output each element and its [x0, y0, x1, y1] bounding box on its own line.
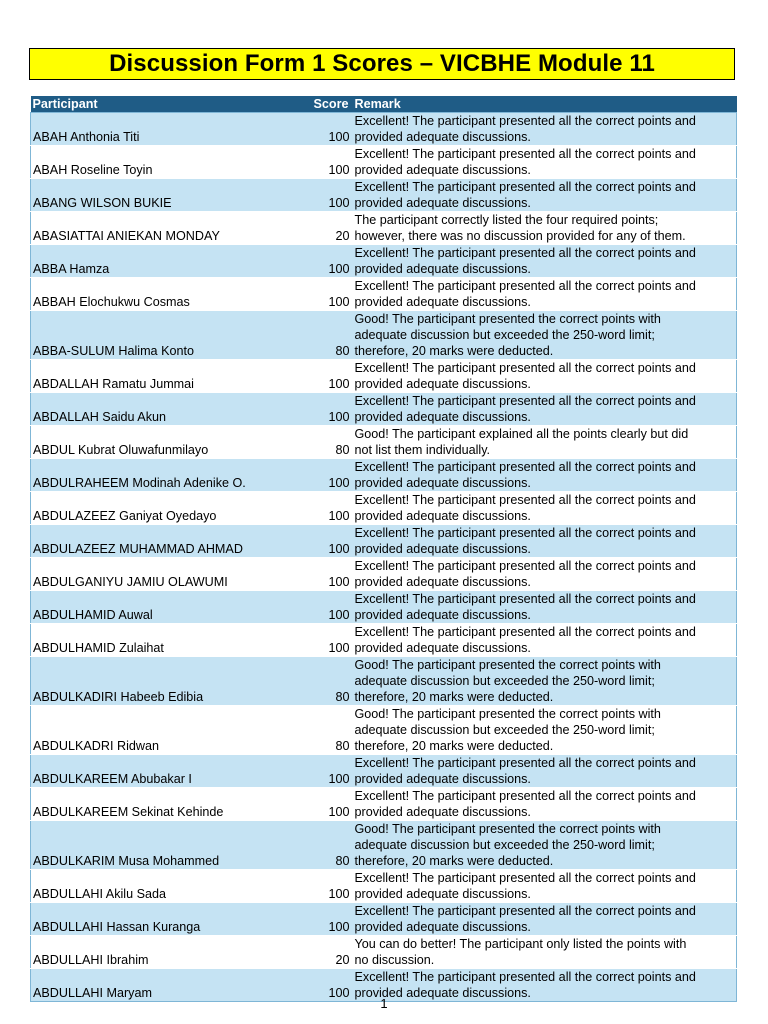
participant-score: 100	[293, 624, 353, 657]
participant-remark	[353, 788, 737, 821]
header-participant: Participant	[31, 96, 293, 113]
participant-score: 100	[293, 146, 353, 179]
remark-line: adequate discussion but exceeded the 250-word limit;	[354, 328, 655, 342]
participant-name: ABDUL Kubrat Oluwafunmilayo	[31, 426, 293, 459]
participant-score: 100	[293, 788, 353, 821]
remark-line: Excellent! The participant presented all the correct points and	[354, 180, 696, 194]
participant-remark	[353, 426, 737, 459]
participant-name: ABDULAZEEZ MUHAMMAD AHMAD	[31, 525, 293, 558]
remark-line: Good! The participant presented the correct points with	[354, 658, 661, 672]
participant-score: 100	[293, 903, 353, 936]
participant-remark	[353, 936, 737, 969]
remark-line: Good! The participant explained all the points clearly but did	[354, 427, 689, 441]
participant-remark	[353, 278, 737, 311]
remark-line: provided adequate discussions.	[354, 509, 531, 523]
remark-line: provided adequate discussions.	[354, 887, 531, 901]
participant-score: 100	[293, 245, 353, 278]
remark-line: Excellent! The participant presented all the correct points and	[354, 970, 696, 984]
participant-score: 20	[293, 936, 353, 969]
table-row	[31, 936, 737, 969]
remark-line: provided adequate discussions.	[354, 542, 531, 556]
remark-line: provided adequate discussions.	[354, 986, 531, 1000]
remark-line: Excellent! The participant presented all the correct points and	[354, 394, 696, 408]
participant-name: ABDULKAREEM Sekinat Kehinde	[31, 788, 293, 821]
table-row	[31, 426, 737, 459]
table-row	[31, 459, 737, 492]
remark-line: provided adequate discussions.	[354, 196, 531, 210]
participant-remark	[353, 591, 737, 624]
table-row	[31, 525, 737, 558]
participant-name: ABANG WILSON BUKIE	[31, 179, 293, 212]
remark-line: no discussion.	[354, 953, 435, 967]
participant-name: ABDULLAHI Ibrahim	[31, 936, 293, 969]
remark-line: Excellent! The participant presented all the correct points and	[354, 592, 696, 606]
participant-name: ABBA-SULUM Halima Konto	[31, 311, 293, 360]
participant-remark	[353, 558, 737, 591]
remark-line: provided adequate discussions.	[354, 920, 531, 934]
remark-line: provided adequate discussions.	[354, 805, 531, 819]
participant-name: ABDULKAREEM Abubakar I	[31, 755, 293, 788]
table-row	[31, 179, 737, 212]
remark-line: not list them individually.	[354, 443, 491, 457]
remark-line: provided adequate discussions.	[354, 476, 531, 490]
participant-score: 80	[293, 706, 353, 755]
participant-score: 100	[293, 525, 353, 558]
document-title: Discussion Form 1 Scores – VICBHE Module 11	[109, 50, 655, 77]
table-body	[31, 113, 737, 1002]
participant-name: ABDULKADRI Ridwan	[31, 706, 293, 755]
participant-name: ABAH Roseline Toyin	[31, 146, 293, 179]
remark-line: Excellent! The participant presented all the correct points and	[354, 361, 696, 375]
remark-line: Good! The participant presented the correct points with	[354, 707, 661, 721]
remark-line: provided adequate discussions.	[354, 575, 531, 589]
table-row	[31, 591, 737, 624]
remark-line: Excellent! The participant presented all the correct points and	[354, 871, 696, 885]
table-row	[31, 624, 737, 657]
participant-remark	[353, 624, 737, 657]
remark-line: Excellent! The participant presented all the correct points and	[354, 114, 696, 128]
table-row	[31, 558, 737, 591]
participant-remark	[353, 821, 737, 870]
participant-remark	[353, 657, 737, 706]
remark-line: provided adequate discussions.	[354, 295, 531, 309]
participant-score: 100	[293, 969, 353, 1002]
remark-line: Excellent! The participant presented all the correct points and	[354, 559, 696, 573]
participant-name: ABDULHAMID Auwal	[31, 591, 293, 624]
remark-line: therefore, 20 marks were deducted.	[354, 690, 554, 704]
table-row	[31, 706, 737, 755]
participant-name: ABBAH Elochukwu Cosmas	[31, 278, 293, 311]
remark-line: therefore, 20 marks were deducted.	[354, 854, 554, 868]
remark-line: adequate discussion but exceeded the 250-word limit;	[354, 674, 655, 688]
table-row	[31, 870, 737, 903]
participant-remark	[353, 492, 737, 525]
table-row	[31, 755, 737, 788]
participant-name: ABDULGANIYU JAMIU OLAWUMI	[31, 558, 293, 591]
participant-score: 100	[293, 179, 353, 212]
table-row	[31, 393, 737, 426]
participant-remark	[353, 525, 737, 558]
table-row	[31, 788, 737, 821]
remark-line: provided adequate discussions.	[354, 608, 531, 622]
participant-remark	[353, 113, 737, 146]
header-score: Score	[293, 96, 353, 113]
participant-score: 100	[293, 591, 353, 624]
participant-score: 100	[293, 393, 353, 426]
table-row	[31, 903, 737, 936]
participant-remark	[353, 245, 737, 278]
table-header	[31, 96, 737, 113]
participant-name: ABDULLAHI Maryam	[31, 969, 293, 1002]
participant-score: 80	[293, 657, 353, 706]
remark-line: provided adequate discussions.	[354, 641, 531, 655]
participant-name: ABDULAZEEZ Ganiyat Oyedayo	[31, 492, 293, 525]
table-row	[31, 113, 737, 146]
participant-name: ABDULLAHI Akilu Sada	[31, 870, 293, 903]
participant-name: ABASIATTAI ANIEKAN MONDAY	[31, 212, 293, 245]
participant-remark	[353, 755, 737, 788]
table-row	[31, 492, 737, 525]
participant-name: ABDULLAHI Hassan Kuranga	[31, 903, 293, 936]
remark-line: Excellent! The participant presented all the correct points and	[354, 904, 696, 918]
remark-line: provided adequate discussions.	[354, 130, 531, 144]
remark-line: provided adequate discussions.	[354, 262, 531, 276]
remark-line: Excellent! The participant presented all the correct points and	[354, 789, 696, 803]
participant-score: 100	[293, 492, 353, 525]
remark-line: Excellent! The participant presented all the correct points and	[354, 493, 696, 507]
remark-line: Excellent! The participant presented all the correct points and	[354, 625, 696, 639]
remark-line: provided adequate discussions.	[354, 163, 531, 177]
remark-line: Excellent! The participant presented all the correct points and	[354, 279, 696, 293]
participant-name: ABDALLAH Saidu Akun	[31, 393, 293, 426]
participant-remark	[353, 706, 737, 755]
document-title-box	[29, 48, 735, 80]
remark-line: however, there was no discussion provided for any of them.	[354, 229, 686, 243]
participant-name: ABDULHAMID Zulaihat	[31, 624, 293, 657]
participant-remark	[353, 360, 737, 393]
table-row	[31, 311, 737, 360]
participant-score: 80	[293, 426, 353, 459]
participant-name: ABBA Hamza	[31, 245, 293, 278]
remark-line: Excellent! The participant presented all the correct points and	[354, 756, 696, 770]
remark-line: You can do better! The participant only listed the points with	[354, 937, 687, 951]
participant-remark	[353, 459, 737, 492]
participant-score: 20	[293, 212, 353, 245]
participant-score: 80	[293, 311, 353, 360]
participant-score: 100	[293, 113, 353, 146]
participant-remark	[353, 393, 737, 426]
participant-remark	[353, 870, 737, 903]
remark-line: Excellent! The participant presented all the correct points and	[354, 246, 696, 260]
page-number: 1	[380, 996, 388, 1011]
table-row	[31, 146, 737, 179]
remark-line: Excellent! The participant presented all the correct points and	[354, 460, 696, 474]
header-remark: Remark	[353, 96, 737, 113]
participant-score: 100	[293, 558, 353, 591]
remark-line: adequate discussion but exceeded the 250-word limit;	[354, 838, 655, 852]
participant-name: ABDULKADIRI Habeeb Edibia	[31, 657, 293, 706]
table-row	[31, 657, 737, 706]
participant-score: 100	[293, 459, 353, 492]
remark-line: The participant correctly listed the four required points;	[354, 213, 659, 227]
table-row	[31, 245, 737, 278]
remark-line: Excellent! The participant presented all the correct points and	[354, 147, 696, 161]
participant-name: ABDALLAH Ramatu Jummai	[31, 360, 293, 393]
scores-table	[30, 96, 737, 1002]
participant-name: ABDULKARIM Musa Mohammed	[31, 821, 293, 870]
remark-line: provided adequate discussions.	[354, 772, 531, 786]
participant-name: ABDULRAHEEM Modinah Adenike O.	[31, 459, 293, 492]
participant-score: 100	[293, 755, 353, 788]
remark-line: provided adequate discussions.	[354, 377, 531, 391]
participant-remark	[353, 212, 737, 245]
table-row	[31, 360, 737, 393]
participant-score: 80	[293, 821, 353, 870]
participant-remark	[353, 146, 737, 179]
participant-remark	[353, 311, 737, 360]
participant-score: 100	[293, 278, 353, 311]
remark-line: Good! The participant presented the correct points with	[354, 822, 661, 836]
remark-line: therefore, 20 marks were deducted.	[354, 344, 554, 358]
table-row	[31, 278, 737, 311]
remark-line: therefore, 20 marks were deducted.	[354, 739, 554, 753]
remark-line: Good! The participant presented the correct points with	[354, 312, 661, 326]
remark-line: Excellent! The participant presented all the correct points and	[354, 526, 696, 540]
participant-remark	[353, 903, 737, 936]
remark-line: adequate discussion but exceeded the 250-word limit;	[354, 723, 655, 737]
remark-line: provided adequate discussions.	[354, 410, 531, 424]
participant-remark	[353, 179, 737, 212]
participant-name: ABAH Anthonia Titi	[31, 113, 293, 146]
participant-score: 100	[293, 360, 353, 393]
table-row	[31, 212, 737, 245]
participant-score: 100	[293, 870, 353, 903]
table-row	[31, 821, 737, 870]
